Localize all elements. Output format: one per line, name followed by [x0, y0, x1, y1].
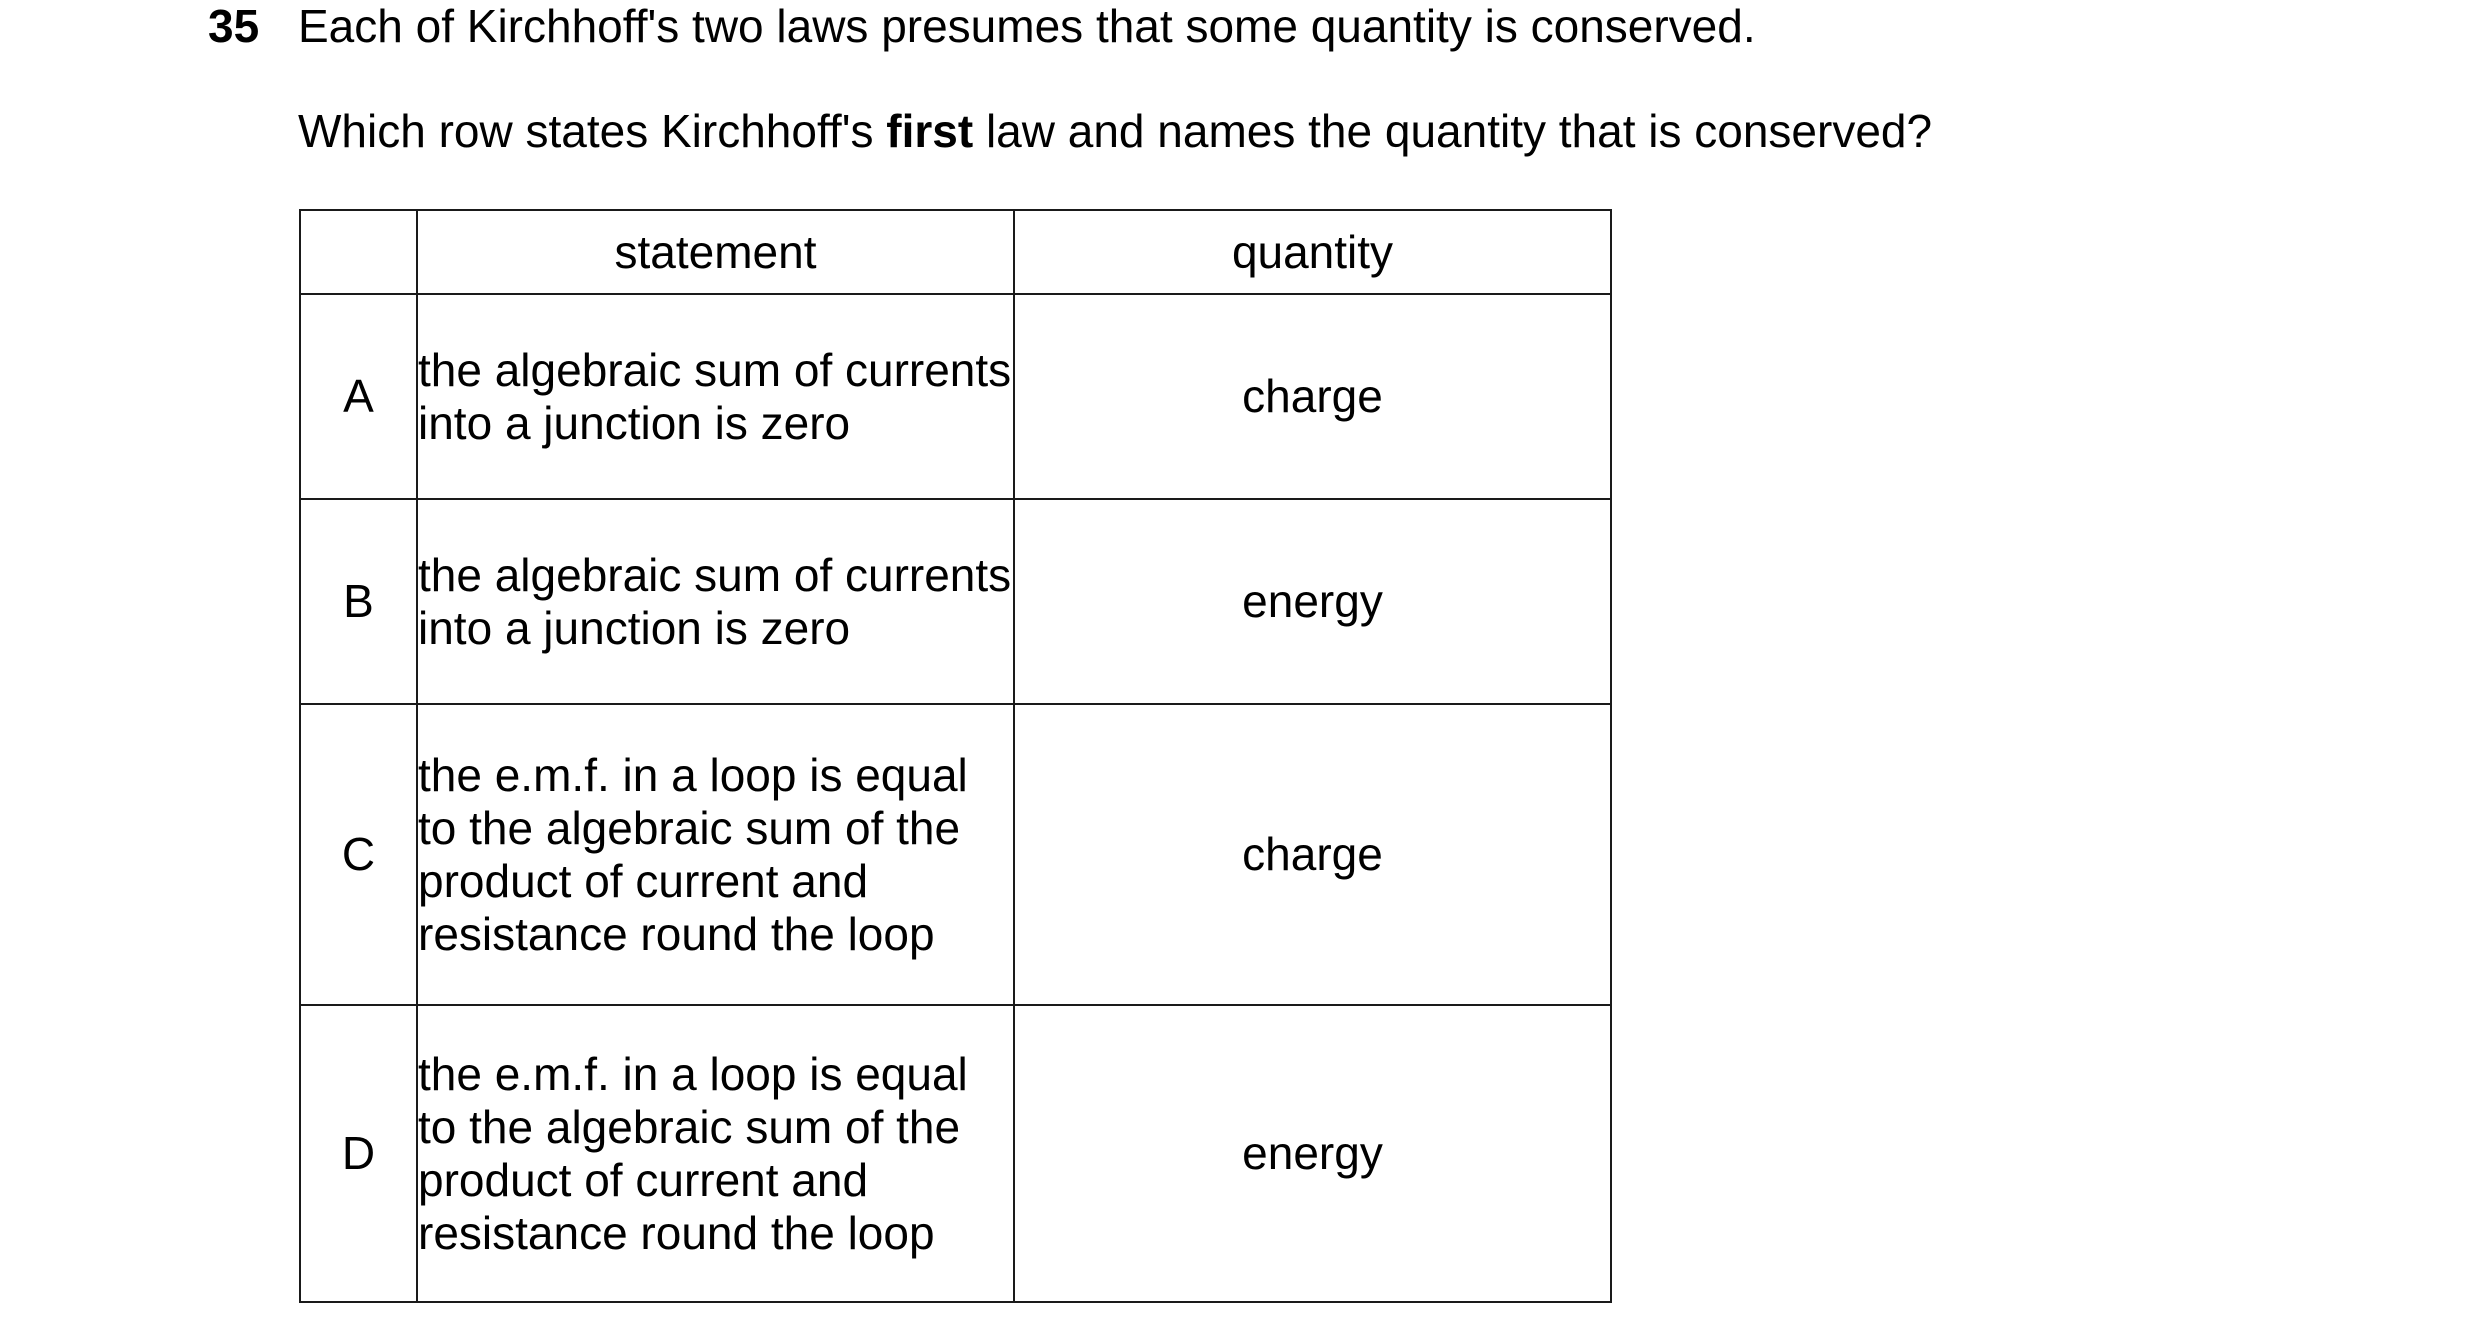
option-quantity: energy [1014, 1005, 1611, 1302]
header-letter [300, 210, 417, 294]
prompt-text-after: law and names the quantity that is conserved? [973, 105, 1933, 157]
question-number: 35 [208, 0, 260, 52]
prompt-emphasis: first [886, 105, 974, 157]
answer-options-table [299, 209, 1612, 1303]
option-letter: B [300, 499, 417, 704]
option-statement: the e.m.f. in a loop is equal to the algebraic sum of the product of current and resistance round the loop [417, 1005, 1014, 1302]
table-row [300, 704, 1611, 1005]
option-statement: the e.m.f. in a loop is equal to the algebraic sum of the product of current and resistance round the loop [417, 704, 1014, 1005]
table-row [300, 294, 1611, 499]
table-row [300, 499, 1611, 704]
question-prompt [298, 105, 1932, 157]
question-intro: Each of Kirchhoff's two laws presumes that some quantity is conserved. [298, 0, 1756, 52]
option-letter: C [300, 704, 417, 1005]
table-row [300, 1005, 1611, 1302]
option-statement: the algebraic sum of currents into a junction is zero [417, 499, 1014, 704]
header-quantity: quantity [1014, 210, 1611, 294]
option-quantity: charge [1014, 294, 1611, 499]
option-quantity: charge [1014, 704, 1611, 1005]
prompt-text-before: Which row states Kirchhoff's [298, 105, 887, 157]
option-letter: A [300, 294, 417, 499]
option-letter: D [300, 1005, 417, 1302]
option-statement: the algebraic sum of currents into a junction is zero [417, 294, 1014, 499]
table-header-row [300, 210, 1611, 294]
option-quantity: energy [1014, 499, 1611, 704]
header-statement: statement [417, 210, 1014, 294]
